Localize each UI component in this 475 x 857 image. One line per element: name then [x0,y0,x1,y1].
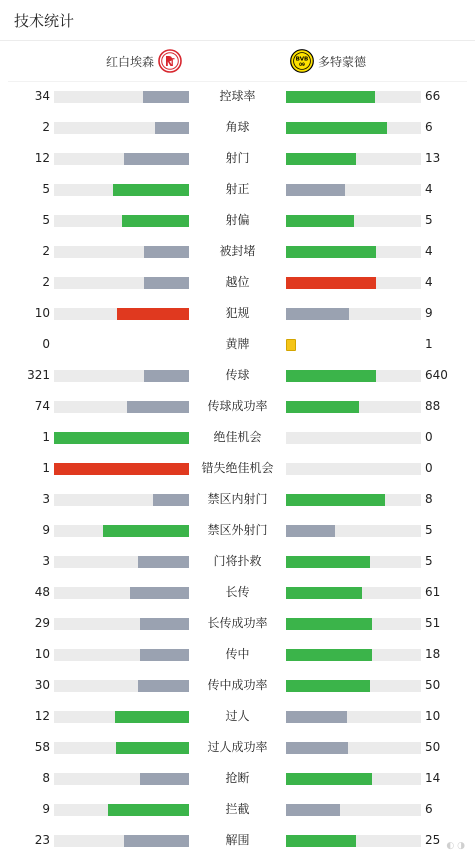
home-bar-track [54,587,189,599]
away-value: 5 [425,554,433,568]
page-title: 技术统计 [14,11,75,30]
home-bar-fill [124,153,189,165]
home-bar-track [54,525,189,537]
stat-label: 解围 [225,833,250,847]
away-bar-fill [286,587,362,599]
away-value: 640 [425,368,448,382]
away-bar-fill [286,742,348,754]
stat-label: 长传成功率 [207,616,268,630]
svg-text:BVB: BVB [295,56,309,63]
stat-row [0,81,475,112]
home-bar-track [54,711,189,723]
away-bar-fill [286,91,375,103]
stat-label: 黄牌 [225,337,250,351]
away-value: 66 [425,89,441,103]
home-bar-fill [116,742,189,754]
home-value: 58 [34,740,50,754]
home-bar-track [54,494,189,506]
svg-text:09: 09 [299,62,305,68]
home-bar-track [54,556,189,568]
away-bar-track [286,680,421,692]
away-value: 4 [425,182,433,196]
away-value: 5 [425,213,433,227]
away-bar-track [286,804,421,816]
away-bar-fill [286,556,370,568]
away-value: 88 [425,399,441,413]
home-bar-fill [140,649,189,661]
home-bar-track [54,277,189,289]
home-bar-track [54,401,189,413]
yellow-card-icon [286,339,296,351]
home-bar-track [54,804,189,816]
home-team[interactable] [106,49,182,73]
stat-label: 禁区外射门 [207,523,268,537]
stat-label: 传中成功率 [207,678,268,692]
away-bar-track [286,370,421,382]
away-value: 6 [425,802,433,816]
stats-header [0,0,475,41]
home-value: 3 [42,554,50,568]
home-bar-track [54,153,189,165]
away-bar-track [286,618,421,630]
home-bar-fill [124,835,189,847]
stat-row [0,763,475,794]
home-bar-track [54,370,189,382]
stat-label: 越位 [225,275,250,289]
stat-row [0,577,475,608]
away-bar-track [286,773,421,785]
home-bar-track [54,339,189,351]
home-value: 10 [34,647,50,661]
home-value: 9 [42,802,50,816]
stat-row [0,515,475,546]
home-value: 12 [34,151,50,165]
home-bar-track [54,91,189,103]
away-value: 13 [425,151,441,165]
away-bar-fill [286,494,385,506]
away-bar-track [286,525,421,537]
stat-row [0,236,475,267]
home-bar-fill [144,246,189,258]
away-value: 4 [425,244,433,258]
away-value: 1 [425,337,433,351]
away-bar-track [286,215,421,227]
home-bar-track [54,246,189,258]
home-value: 5 [42,213,50,227]
home-bar-track [54,463,189,475]
away-value: 5 [425,523,433,537]
home-value: 8 [42,771,50,785]
stat-label: 射正 [225,182,250,196]
away-bar-track [286,432,421,444]
away-bar-fill [286,184,345,196]
home-value: 5 [42,182,50,196]
stat-label: 传球 [225,368,250,382]
home-bar-fill [138,680,189,692]
away-bar-track [286,711,421,723]
stat-label: 禁区内射门 [207,492,268,506]
stat-row [0,732,475,763]
away-team[interactable] [290,49,366,73]
away-bar-fill [286,370,376,382]
teams-bar [8,41,467,82]
away-bar-fill [286,649,372,661]
stat-row [0,422,475,453]
home-bar-fill [54,432,189,444]
borussia-dortmund-logo-icon [290,49,314,73]
home-value: 0 [42,337,50,351]
stat-label: 射偏 [225,213,250,227]
stat-row [0,267,475,298]
away-team-name: 多特蒙德 [318,54,367,69]
stat-row [0,360,475,391]
away-bar-fill [286,835,356,847]
home-value: 30 [34,678,50,692]
home-bar-fill [143,91,189,103]
away-bar-track [286,308,421,320]
home-team-name: 红白埃森 [105,54,154,69]
away-bar-fill [286,153,356,165]
home-value: 12 [34,709,50,723]
home-value: 321 [27,368,50,382]
away-bar-fill [286,122,387,134]
rot-weiss-essen-logo-icon [158,49,182,73]
away-value: 51 [425,616,441,630]
stat-row [0,484,475,515]
stat-label: 犯规 [225,306,250,320]
home-value: 10 [34,306,50,320]
stat-label: 错失绝佳机会 [201,461,274,475]
away-value: 6 [425,120,433,134]
home-value: 23 [34,833,50,847]
home-value: 74 [34,399,50,413]
home-bar-fill [113,184,189,196]
home-bar-track [54,618,189,630]
stat-row [0,639,475,670]
home-bar-track [54,432,189,444]
home-bar-track [54,308,189,320]
stat-label: 过人 [225,709,250,723]
home-bar-fill [122,215,190,227]
away-bar-fill [286,308,349,320]
stat-row [0,794,475,825]
away-bar-fill [286,680,370,692]
home-bar-fill [155,122,189,134]
home-bar-fill [144,370,189,382]
home-value: 2 [42,275,50,289]
home-bar-track [54,742,189,754]
away-value: 25 [425,833,441,847]
away-bar-track [286,835,421,847]
home-bar-fill [138,556,189,568]
stat-label: 传中 [225,647,250,661]
stat-row [0,701,475,732]
home-bar-track [54,649,189,661]
home-bar-fill [115,711,189,723]
home-value: 29 [34,616,50,630]
away-value: 8 [425,492,433,506]
home-bar-track [54,215,189,227]
away-value: 0 [425,430,433,444]
home-bar-track [54,835,189,847]
away-bar-fill [286,277,376,289]
stat-label: 绝佳机会 [213,430,262,444]
away-value: 9 [425,306,433,320]
home-value: 9 [42,523,50,537]
home-bar-fill [144,277,189,289]
away-value: 50 [425,740,441,754]
away-bar-fill [286,215,354,227]
home-bar-fill [140,618,189,630]
home-value: 34 [34,89,50,103]
stat-row [0,329,475,360]
away-bar-track [286,91,421,103]
stat-row [0,608,475,639]
home-value: 1 [42,430,50,444]
away-bar-track [286,246,421,258]
away-bar-track [286,494,421,506]
stat-label: 传球成功率 [207,399,268,413]
away-bar-track [286,556,421,568]
home-value: 1 [42,461,50,475]
stat-label: 门将扑救 [213,554,262,568]
away-bar-track [286,184,421,196]
away-bar-track [286,277,421,289]
home-bar-fill [117,308,189,320]
home-bar-track [54,122,189,134]
away-value: 4 [425,275,433,289]
stat-label: 抢断 [225,771,250,785]
away-value: 10 [425,709,441,723]
stat-row [0,298,475,329]
stat-label: 控球率 [219,89,256,103]
away-bar-track [286,587,421,599]
away-bar-fill [286,618,372,630]
home-bar-track [54,680,189,692]
away-bar-track [286,153,421,165]
away-bar-track [286,401,421,413]
stats-list [0,81,475,856]
home-value: 2 [42,120,50,134]
away-bar-fill [286,711,347,723]
away-bar-track [286,649,421,661]
home-bar-fill [103,525,189,537]
home-value: 48 [34,585,50,599]
stat-row [0,174,475,205]
away-bar-track [286,742,421,754]
home-bar-track [54,773,189,785]
stat-row [0,143,475,174]
stat-row [0,112,475,143]
away-bar-track [286,463,421,475]
stat-row [0,825,475,856]
stat-label: 射门 [225,151,250,165]
stat-label: 拦截 [225,802,250,816]
home-bar-fill [127,401,189,413]
away-value: 14 [425,771,441,785]
away-bar-track [286,122,421,134]
home-bar-fill [108,804,189,816]
stat-row [0,453,475,484]
home-value: 3 [42,492,50,506]
home-bar-track [54,184,189,196]
home-bar-fill [153,494,189,506]
stat-label: 被封堵 [219,244,256,258]
away-value: 0 [425,461,433,475]
home-bar-fill [140,773,189,785]
away-value: 50 [425,678,441,692]
home-bar-fill [54,463,189,475]
away-bar-fill [286,804,340,816]
home-value: 2 [42,244,50,258]
stat-label: 长传 [225,585,250,599]
stat-row [0,205,475,236]
stat-row [0,670,475,701]
away-value: 18 [425,647,441,661]
watermark-icon: ◐ ◑ [446,841,465,851]
away-bar-fill [286,773,372,785]
away-bar-fill [286,246,376,258]
away-bar-fill [286,525,335,537]
home-bar-fill [130,587,189,599]
stat-row [0,546,475,577]
stat-label: 角球 [225,120,250,134]
away-bar-fill [286,401,359,413]
away-value: 61 [425,585,441,599]
stat-label: 过人成功率 [207,740,268,754]
stat-row [0,391,475,422]
